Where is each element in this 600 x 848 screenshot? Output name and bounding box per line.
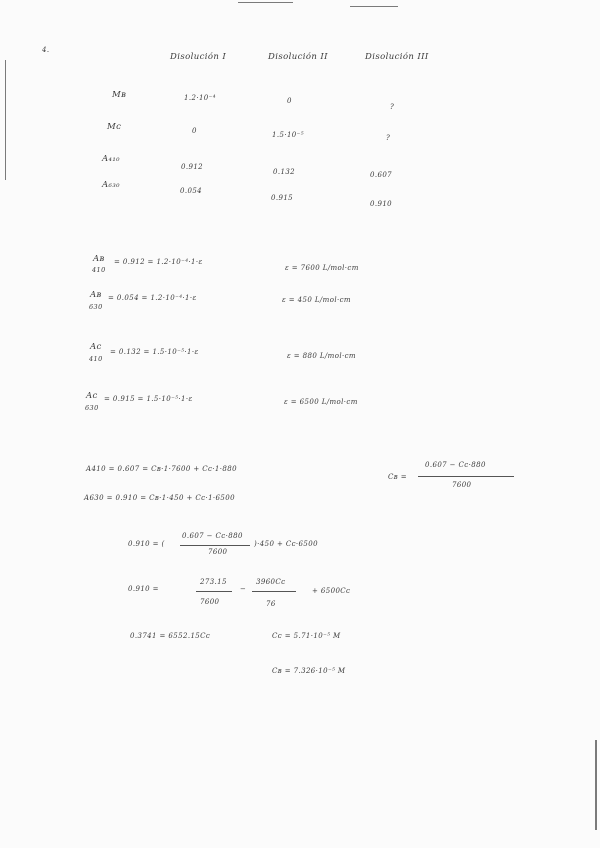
eq3-lhs: Aᴄ (90, 342, 102, 352)
sub-numerator: 0.607 − Cᴄ·880 (182, 532, 243, 540)
row-label-mc: Mᴄ (107, 122, 122, 132)
eq2-res: ε = 450 L/mol·cm (282, 296, 351, 304)
cb-denominator: 7600 (452, 481, 472, 489)
row-a410-d1: 0.912 (181, 163, 204, 171)
row-a630-d2: 0.915 (271, 194, 294, 202)
eq2-mid: = 0.054 = 1.2·10⁻⁴·1·ε (108, 294, 197, 302)
header-disolucion-1: Disolución I (170, 52, 227, 62)
page-number: 4. (42, 46, 50, 54)
result-cb: Cʙ = 7.326·10⁻⁵ M (272, 667, 346, 675)
eq4-sub: 630 (85, 404, 99, 412)
eq1-mid: = 0.912 = 1.2·10⁻⁴·1·ε (114, 258, 203, 266)
step2-den1: 7600 (200, 598, 220, 606)
eq4-lhs: Aᴄ (86, 391, 98, 401)
eq4-mid: = 0.915 = 1.5·10⁻⁵·1·ε (104, 395, 193, 403)
eq4-res: ε = 6500 L/mol·cm (284, 398, 358, 406)
step2-rhs: + 6500Cᴄ (312, 587, 351, 595)
row-mb-d2: 0 (287, 97, 292, 105)
scan-edge-top-1 (238, 2, 293, 3)
row-mc-d2: 1.5·10⁻⁵ (272, 131, 304, 139)
step3: 0.3741 = 6552.15Cᴄ (130, 632, 211, 640)
sub-fraction-bar (180, 545, 250, 546)
cb-lhs: Cʙ = (388, 473, 407, 481)
eq1-lhs: Aʙ (93, 254, 105, 264)
eq3-res: ε = 880 L/mol·cm (287, 352, 356, 360)
row-a630-d1: 0.054 (180, 187, 203, 195)
row-label-mb: Mʙ (112, 90, 127, 100)
cb-fraction-bar (418, 476, 514, 477)
row-label-a630: A₆₃₀ (102, 180, 120, 190)
row-a630-d3: 0.910 (370, 200, 393, 208)
eq1-sub: 410 (92, 266, 106, 274)
step2-den2: 76 (266, 600, 276, 608)
eq2-sub: 630 (89, 303, 103, 311)
sub-lhs: 0.910 = ( (128, 540, 165, 548)
result-cc: Cᴄ = 5.71·10⁻⁵ M (272, 632, 341, 640)
eq2-lhs: Aʙ (90, 290, 102, 300)
step2-minus: − (240, 585, 247, 593)
row-mc-d3: ? (386, 134, 391, 142)
scan-edge-right (595, 740, 597, 830)
row-label-a410: A₄₁₀ (102, 154, 120, 164)
cb-numerator: 0.607 − Cᴄ·880 (425, 461, 486, 469)
step2-num1: 273.15 (200, 578, 227, 586)
step2-lhs: 0.910 = (128, 585, 159, 593)
row-mc-d1: 0 (192, 127, 197, 135)
scan-edge-top-2 (350, 6, 398, 7)
row-mb-d3: ? (390, 103, 395, 111)
scan-edge-left (5, 60, 6, 180)
step2-bar2 (252, 591, 296, 592)
row-a410-d2: 0.132 (273, 168, 296, 176)
system-eq-630: A630 = 0.910 = Cʙ·1·450 + Cᴄ·1·6500 (84, 494, 235, 502)
sub-denominator: 7600 (208, 548, 228, 556)
step2-bar1 (196, 591, 232, 592)
eq1-res: ε = 7600 L/mol·cm (285, 264, 359, 272)
header-disolucion-2: Disolución II (268, 52, 328, 62)
sub-rhs: )·450 + Cᴄ·6500 (254, 540, 318, 548)
header-disolucion-3: Disolución III (365, 52, 429, 62)
row-a410-d3: 0.607 (370, 171, 393, 179)
row-mb-d1: 1.2·10⁻⁴ (184, 94, 216, 102)
eq3-sub: 410 (89, 355, 103, 363)
system-eq-410: A410 = 0.607 = Cʙ·1·7600 + Cᴄ·1·880 (86, 465, 237, 473)
step2-num2: 3960Cᴄ (256, 578, 286, 586)
eq3-mid: = 0.132 = 1.5·10⁻⁵·1·ε (110, 348, 199, 356)
